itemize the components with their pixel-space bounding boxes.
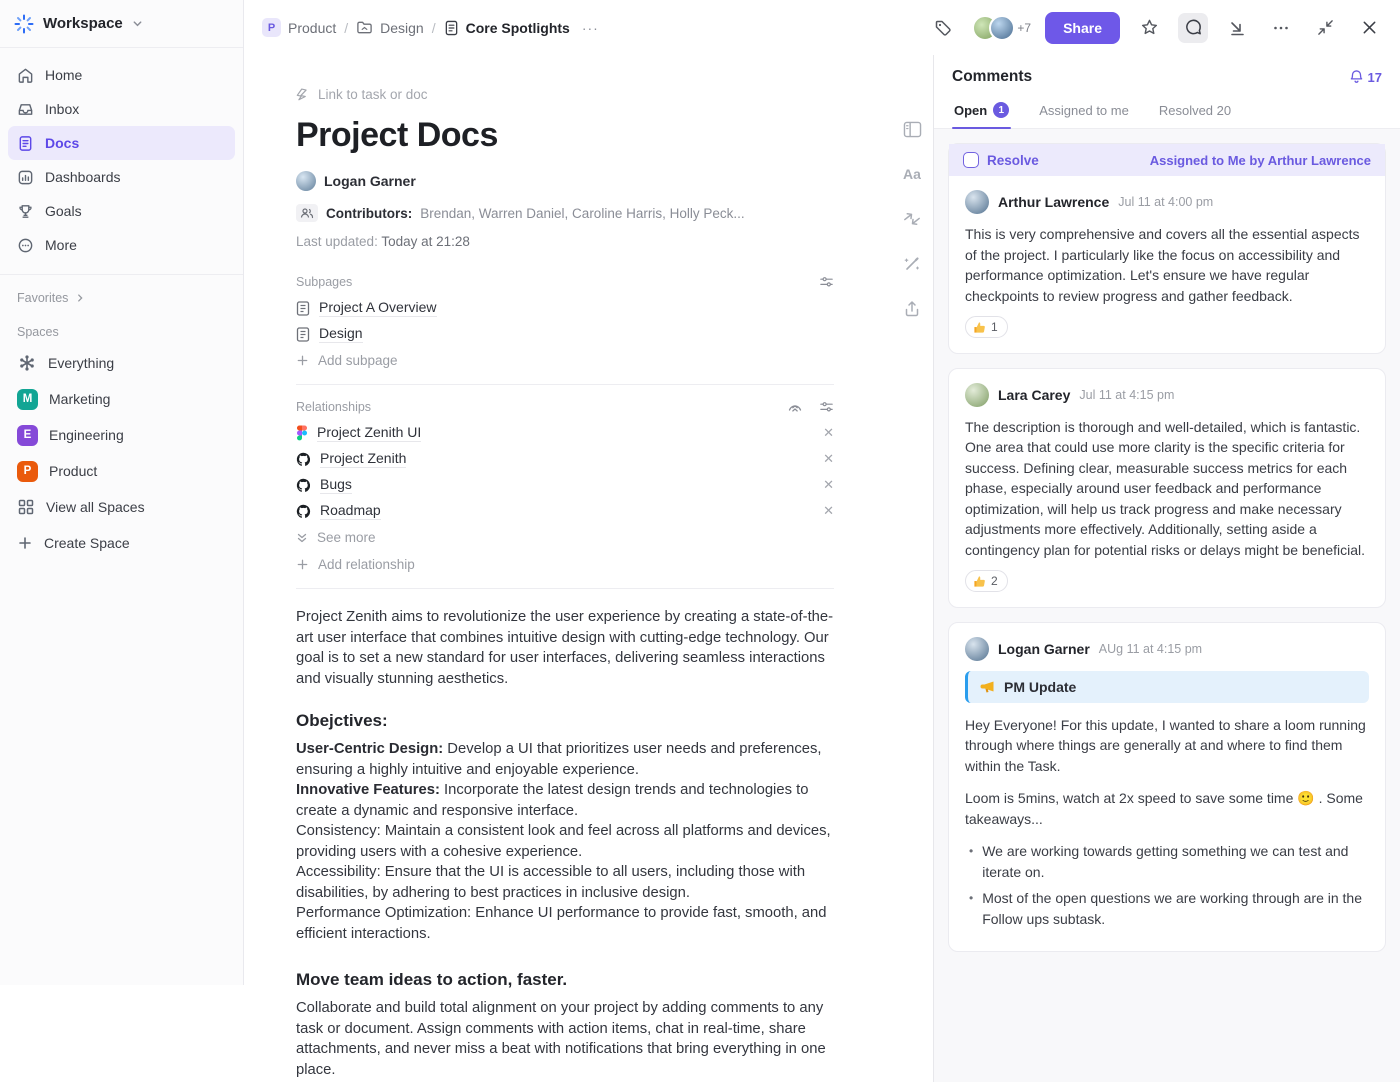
github-icon bbox=[296, 478, 311, 493]
minimize-icon[interactable] bbox=[1310, 13, 1340, 43]
page-title[interactable]: Project Docs bbox=[296, 116, 498, 154]
more-circle-icon bbox=[17, 237, 34, 254]
comment-bullet: • We are working towards getting something we can test and iterate on. bbox=[969, 841, 1369, 882]
sidebar-item-dashboards[interactable] bbox=[8, 160, 235, 194]
objective-line: Performance Optimization: Enhance UI performance to provide fast, smooth, and efficient interactions. bbox=[296, 905, 827, 942]
resolve-button[interactable]: Resolve bbox=[963, 152, 1039, 168]
magic-wand-icon[interactable] bbox=[900, 252, 924, 276]
sidebar bbox=[0, 0, 244, 985]
sidebar-item-label: Goals bbox=[45, 203, 82, 219]
breadcrumb-overflow-button[interactable]: ··· bbox=[581, 19, 599, 36]
space-item-label: Engineering bbox=[49, 427, 124, 443]
workspace-name: Workspace bbox=[43, 15, 123, 32]
assigned-to-text: Assigned to Me by Arthur Lawrence bbox=[1149, 152, 1371, 168]
comment-text: This is very comprehensive and covers all the essential aspects of the project. I particularly like the focus on accessibility and performance optimization. Let's ensure we have regular checkpoints to review progress and gather feedback. bbox=[965, 226, 1360, 304]
remove-relationship-icon[interactable]: ✕ bbox=[823, 503, 834, 518]
topbar bbox=[244, 0, 1400, 55]
avatar bbox=[989, 15, 1015, 41]
favorites-label: Favorites bbox=[17, 291, 69, 305]
double-chevron-down-icon bbox=[296, 532, 308, 544]
cta-heading: Move team ideas to action, faster. bbox=[296, 970, 568, 989]
trophy-icon bbox=[17, 203, 34, 220]
reaction-pill[interactable] bbox=[965, 316, 1008, 338]
sidebar-item-label: Dashboards bbox=[45, 169, 121, 185]
comments-title: Comments bbox=[952, 68, 1033, 85]
reaction-count: 1 bbox=[991, 320, 998, 334]
megaphone-icon bbox=[980, 680, 996, 694]
plus-icon bbox=[17, 535, 33, 551]
objectives-heading: Obejctives: bbox=[296, 711, 388, 730]
product-badge: P bbox=[17, 461, 38, 482]
comments-icon[interactable] bbox=[1178, 13, 1208, 43]
breadcrumb-product[interactable]: P Product bbox=[262, 18, 336, 37]
export-icon[interactable] bbox=[900, 297, 924, 321]
remove-relationship-icon[interactable]: ✕ bbox=[823, 477, 834, 492]
view-all-spaces-label: View all Spaces bbox=[46, 499, 145, 515]
relationship-item[interactable]: Roadmap ✕ bbox=[296, 498, 834, 524]
reaction-count: 2 bbox=[991, 574, 998, 588]
comments-list bbox=[934, 129, 1400, 1082]
thumbs-up-icon bbox=[973, 575, 986, 588]
comment-bullet-list bbox=[969, 841, 1369, 929]
cta-paragraph: Collaborate and build total alignment on your project by adding comments to any task or document. Assign comments with action items, chat in real-time, share attachments, and never miss a beat with notifications that bring everything in one place. bbox=[296, 1000, 826, 1078]
collapse-icon[interactable] bbox=[787, 399, 803, 414]
objective-line: Accessibility: Ensure that the UI is accessible to all users, including those with disabilities, by adhering to best practices in inclusive design. bbox=[296, 864, 806, 901]
subpages-label: Subpages bbox=[296, 275, 353, 289]
space-item-product[interactable] bbox=[8, 453, 235, 489]
comments-panel bbox=[933, 55, 1400, 1082]
notifications-bell-button[interactable] bbox=[1349, 69, 1382, 85]
bell-icon bbox=[1349, 69, 1364, 85]
topbar-actions bbox=[928, 12, 1384, 44]
avatar bbox=[965, 383, 989, 407]
figma-icon bbox=[296, 425, 308, 441]
typography-icon[interactable]: Aa bbox=[903, 166, 921, 182]
people-icon bbox=[296, 204, 318, 222]
tab-resolved[interactable]: Resolved 20 bbox=[1158, 102, 1232, 118]
objective-line: Innovative Features: Incorporate the latest design trends and technologies to create a dynamic and responsive interface. bbox=[296, 782, 809, 819]
sidebar-nav bbox=[0, 48, 243, 275]
avatar bbox=[965, 190, 989, 214]
star-icon[interactable] bbox=[1134, 13, 1164, 43]
sidebar-item-goals[interactable] bbox=[8, 194, 235, 228]
plus-icon bbox=[296, 354, 309, 367]
space-item-marketing[interactable] bbox=[8, 381, 235, 417]
subpages-section bbox=[296, 269, 834, 385]
remove-relationship-icon[interactable]: ✕ bbox=[823, 425, 834, 440]
pm-update-callout: PM Update bbox=[965, 671, 1369, 703]
sidebar-item-more[interactable] bbox=[8, 228, 235, 262]
tab-assigned-to-me[interactable]: Assigned to me bbox=[1039, 102, 1129, 118]
chevron-down-icon bbox=[132, 18, 143, 29]
close-icon[interactable] bbox=[1354, 13, 1384, 43]
sidebar-item-label: More bbox=[45, 237, 77, 253]
comment-text: The description is thorough and well-detailed, which is fantastic. One area that could use more clarity is the specific criteria for success. Defining clear, measurable success metrics for each phase, especially around user feedback and performance optimization, will help us track progress and make necessary adjustments more effectively. Additionally, setting aside a contingency plan for potential risks or delays might be beneficial. bbox=[965, 418, 1365, 558]
resolve-bar bbox=[949, 144, 1385, 176]
thumbs-up-icon bbox=[973, 321, 986, 334]
sidebar-item-home[interactable] bbox=[8, 58, 235, 92]
sidebar-item-docs[interactable] bbox=[8, 126, 235, 160]
comment-timestamp: Jul 11 at 4:15 pm bbox=[1079, 387, 1175, 402]
doc-icon bbox=[296, 301, 310, 316]
relationships-label: Relationships bbox=[296, 399, 372, 414]
subpage-item[interactable]: Project A Overview bbox=[296, 295, 834, 321]
bell-count: 17 bbox=[1367, 69, 1382, 85]
engineering-badge: E bbox=[17, 425, 38, 446]
doc-icon bbox=[17, 135, 34, 152]
sidebar-item-label: Home bbox=[45, 67, 83, 83]
doc-icon bbox=[296, 327, 310, 342]
link-icon bbox=[296, 88, 310, 102]
filter-icon[interactable] bbox=[819, 400, 834, 414]
comment-text: Loom is 5mins, watch at 2x speed to save some time 🙂 . Some takeaways... bbox=[965, 790, 1363, 827]
breadcrumb-current-doc[interactable]: Core Spotlights bbox=[444, 20, 570, 36]
sidebar-item-inbox[interactable] bbox=[8, 92, 235, 126]
doc-owner[interactable]: Logan Garner bbox=[296, 171, 834, 191]
import-icon[interactable] bbox=[1222, 13, 1252, 43]
subpage-item[interactable]: Design bbox=[296, 321, 834, 347]
comment-card bbox=[948, 622, 1386, 953]
doc-icon bbox=[444, 20, 459, 36]
network-icon bbox=[17, 353, 37, 373]
ellipsis-icon[interactable] bbox=[1266, 13, 1296, 43]
favorites-section-toggle[interactable] bbox=[0, 275, 243, 309]
doc-contributors[interactable]: Contributors: Brendan, Warren Daniel, Caroline Harris, Holly Peck... bbox=[296, 204, 834, 222]
comment-author[interactable]: Arthur Lawrence bbox=[998, 194, 1110, 210]
workspace-switcher[interactable] bbox=[0, 0, 243, 48]
comment-card bbox=[948, 143, 1386, 354]
space-item-engineering[interactable] bbox=[8, 417, 235, 453]
grid-icon bbox=[17, 498, 35, 516]
workspace-logo-icon bbox=[14, 14, 34, 34]
marketing-badge: M bbox=[17, 389, 38, 410]
folder-icon bbox=[356, 20, 373, 35]
side-panel-icon[interactable] bbox=[900, 117, 924, 141]
add-subpage-button[interactable]: Add subpage bbox=[296, 347, 834, 374]
swap-arrows-icon[interactable] bbox=[900, 207, 924, 231]
share-button[interactable]: Share bbox=[1045, 12, 1120, 44]
comment-author[interactable]: Logan Garner bbox=[998, 640, 1090, 657]
comment-timestamp: Jul 11 at 4:00 pm bbox=[1118, 195, 1214, 209]
reaction-pill[interactable] bbox=[965, 570, 1008, 592]
comment-author[interactable]: Lara Carey bbox=[998, 386, 1071, 403]
doc-area bbox=[244, 55, 933, 1082]
create-space-label: Create Space bbox=[44, 535, 130, 551]
breadcrumb-design[interactable]: Design bbox=[356, 20, 424, 36]
relationships-section bbox=[296, 393, 834, 589]
relationship-item[interactable]: Project Zenith UI ✕ bbox=[296, 420, 834, 446]
product-space-badge: P bbox=[262, 18, 281, 37]
space-item-label: Everything bbox=[48, 355, 115, 371]
sidebar-item-label: Docs bbox=[45, 135, 80, 151]
space-item-label: Product bbox=[49, 463, 98, 479]
avatar bbox=[296, 171, 316, 191]
last-updated: Last updated: Today at 21:28 bbox=[296, 234, 470, 249]
link-to-task-button[interactable]: Link to task or doc bbox=[296, 87, 834, 102]
objective-line: Consistency: Maintain a consistent look and feel across all platforms and devices, providing users with a cohesive experience. bbox=[296, 823, 831, 860]
spaces-label: Spaces bbox=[17, 325, 59, 339]
sidebar-item-label: Inbox bbox=[45, 101, 80, 117]
plus-icon bbox=[296, 558, 309, 571]
space-item-label: Marketing bbox=[49, 391, 111, 407]
breadcrumb-separator: / bbox=[431, 19, 436, 36]
relationship-item[interactable]: Project Zenith ✕ bbox=[296, 446, 834, 472]
github-icon bbox=[296, 452, 311, 467]
doc-tool-rail bbox=[900, 117, 924, 321]
comment-text: Hey Everyone! For this update, I wanted to share a loom running through where things are generally at and where to find them within the Task. bbox=[965, 716, 1366, 774]
comment-timestamp: AUg 11 at 4:15 pm bbox=[1098, 641, 1203, 656]
dashboard-icon bbox=[17, 169, 34, 186]
relationship-item[interactable]: Bugs ✕ bbox=[296, 472, 834, 498]
view-all-spaces-button[interactable] bbox=[8, 489, 235, 525]
tag-icon[interactable] bbox=[928, 13, 958, 43]
breadcrumb bbox=[262, 18, 603, 37]
chevron-right-icon bbox=[75, 293, 85, 303]
github-icon bbox=[296, 504, 311, 519]
avatar bbox=[965, 637, 989, 661]
breadcrumb-separator: / bbox=[344, 19, 349, 36]
collaborator-avatars[interactable] bbox=[972, 15, 1031, 41]
tab-open[interactable]: Open 1 bbox=[952, 94, 1011, 128]
home-icon bbox=[17, 67, 34, 84]
comment-bullet: • Most of the open questions we are working through are in the Follow ups subtask. bbox=[969, 888, 1369, 929]
add-relationship-button[interactable]: Add relationship bbox=[296, 551, 834, 578]
objective-line: User-Centric Design: Develop a UI that prioritizes user needs and preferences, ensuring a highly intuitive and enjoyable experience. bbox=[296, 741, 822, 778]
resolve-checkbox[interactable] bbox=[963, 152, 979, 168]
doc-intro-paragraph: Project Zenith aims to revolutionize the user experience by creating a state-of-the-art user interface that combines intuitive design with cutting-edge technology. Our goal is to set a new standard for user interfaces, delivering seamless interactions and visually stunning aesthetics. bbox=[296, 609, 834, 687]
space-item-everything[interactable] bbox=[8, 345, 235, 381]
comment-card bbox=[948, 368, 1386, 608]
avatar-overflow-count: +7 bbox=[1017, 20, 1032, 35]
see-more-button[interactable]: See more bbox=[296, 524, 834, 551]
comments-tabs bbox=[934, 94, 1400, 129]
inbox-icon bbox=[17, 101, 34, 118]
remove-relationship-icon[interactable]: ✕ bbox=[823, 451, 834, 466]
create-space-button[interactable] bbox=[8, 525, 235, 561]
open-count-badge: 1 bbox=[993, 102, 1009, 118]
filter-icon[interactable] bbox=[819, 275, 834, 289]
